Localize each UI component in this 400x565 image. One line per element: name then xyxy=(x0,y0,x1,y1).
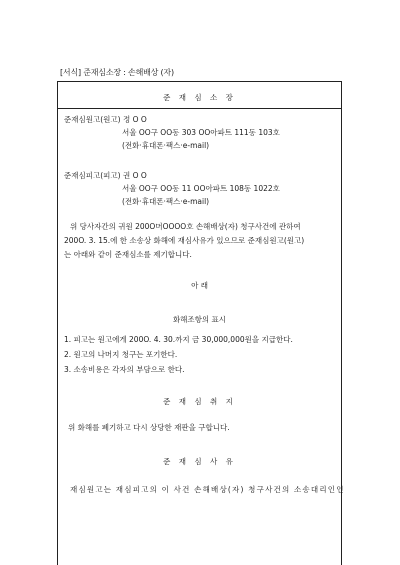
form-label: [서식] 준재심소장 : 손해배상 (자) xyxy=(60,68,174,77)
plaintiff-address: 서울 OO구 OO동 303 OO아파트 111동 103호 xyxy=(122,128,280,137)
settlement-item: 1. 피고는 원고에게 200O. 4. 30.까지 금 30,000,000원을 지급한다. xyxy=(64,335,293,344)
intro-line: 200O. 3. 15.에 한 소송상 화해에 재심사유가 있으므로 준재심원고(원고) xyxy=(64,236,305,245)
purpose-heading: 준 재 심 취 지 xyxy=(163,397,236,406)
document-frame xyxy=(57,81,345,565)
intro-line: 는 아래와 같이 준재심소를 제기합니다. xyxy=(64,250,192,259)
title-divider xyxy=(58,108,341,109)
reason-text: 재심원고는 재심피고의 이 사건 손해배상(자) 청구사건의 소송대리인인 xyxy=(70,485,345,494)
plaintiff-contact: (전화·휴대폰·팩스·e-mail) xyxy=(122,141,210,150)
settlement-heading: 화해조항의 표시 xyxy=(172,315,227,324)
reason-heading: 준 재 심 사 유 xyxy=(163,457,236,466)
defendant-contact: (전화·휴대폰·팩스·e-mail) xyxy=(122,197,210,206)
plaintiff-label: 준재심원고(원고) 정 O O xyxy=(64,115,147,124)
defendant-label: 준재심피고(피고) 권 O O xyxy=(64,171,147,180)
settlement-item: 3. 소송비용은 각자의 부담으로 한다. xyxy=(64,365,185,374)
below-heading: 아 래 xyxy=(191,281,208,290)
defendant-address: 서울 OO구 OO동 11 OO아파트 108동 1022호 xyxy=(122,184,280,193)
settlement-item: 2. 원고의 나머지 청구는 포기한다. xyxy=(64,350,178,359)
document-title: 준 재 심 소 장 xyxy=(163,93,236,102)
intro-line: 위 당사자간의 귀원 200O머OOOO호 손해배상(자) 청구사건에 관하여 xyxy=(70,222,301,231)
purpose-text: 위 화해를 폐기하고 다시 상당한 재판을 구합니다. xyxy=(68,423,230,432)
